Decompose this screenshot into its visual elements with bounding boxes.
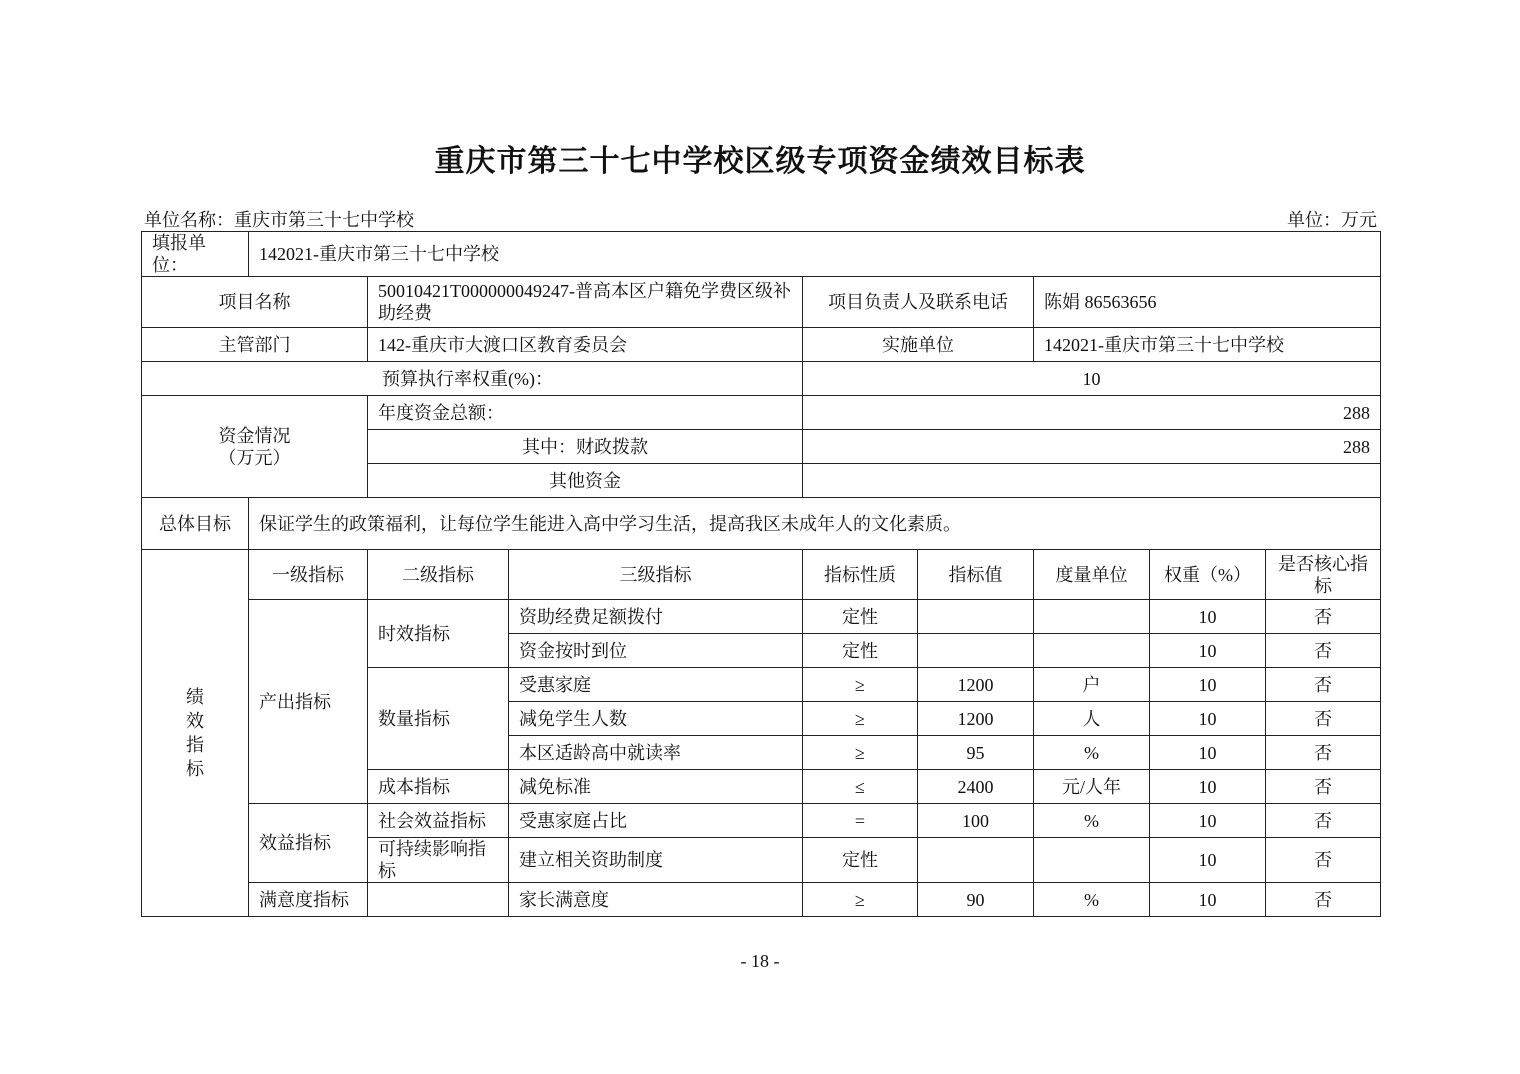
indicator-value: 2400 — [918, 770, 1034, 804]
level1-indicator: 产出指标 — [249, 600, 368, 804]
indicator-value: 95 — [918, 736, 1034, 770]
level2-indicator: 社会效益指标 — [368, 804, 509, 838]
level2-indicator: 数量指标 — [368, 668, 509, 770]
indicator-nature: 定性 — [803, 600, 918, 634]
budget-weight-label: 预算执行率权重(%)： — [142, 362, 803, 396]
indicator-header: 权重（%） — [1150, 550, 1266, 600]
level3-indicator: 受惠家庭 — [509, 668, 803, 702]
project-name-label: 项目名称 — [142, 277, 368, 328]
level2-indicator: 时效指标 — [368, 600, 509, 668]
is-core: 否 — [1266, 770, 1381, 804]
indicators-label — [142, 550, 249, 917]
weight: 10 — [1150, 883, 1266, 917]
weight: 10 — [1150, 702, 1266, 736]
indicator-header: 二级指标 — [368, 550, 509, 600]
indicator-nature: = — [803, 804, 918, 838]
indicator-row — [142, 804, 1381, 838]
indicator-value — [918, 600, 1034, 634]
indicator-nature: 定性 — [803, 838, 918, 883]
level1-indicator: 满意度指标 — [249, 883, 368, 917]
measure-unit: 元/人年 — [1034, 770, 1150, 804]
project-name-value: 50010421T000000049247-普高本区户籍免学费区级补助经费 — [368, 277, 803, 328]
funds-label-text: 资金情况 — [218, 425, 291, 446]
weight: 10 — [1150, 804, 1266, 838]
other-funds-label: 其他资金 — [368, 464, 803, 498]
level3-indicator: 减免标准 — [509, 770, 803, 804]
is-core: 否 — [1266, 883, 1381, 917]
page-number: - 18 - — [740, 951, 780, 971]
level2-indicator: 可持续影响指标 — [368, 838, 509, 883]
measure-unit: % — [1034, 883, 1150, 917]
level2-indicator — [368, 883, 509, 917]
impl-label: 实施单位 — [803, 328, 1034, 362]
other-funds-value — [803, 464, 1381, 498]
budget-weight-value: 10 — [803, 362, 1381, 396]
indicator-row — [142, 883, 1381, 917]
weight: 10 — [1150, 668, 1266, 702]
fiscal-label: 其中：财政拨款 — [368, 430, 803, 464]
report-unit-label: 填报单位： — [142, 232, 249, 277]
weight: 10 — [1150, 600, 1266, 634]
indicator-row — [142, 600, 1381, 634]
indicator-value: 1200 — [918, 702, 1034, 736]
level2-indicator: 成本指标 — [368, 770, 509, 804]
indicator-header: 一级指标 — [249, 550, 368, 600]
dept-value: 142-重庆市大渡口区教育委员会 — [368, 328, 803, 362]
indicator-header: 三级指标 — [509, 550, 803, 600]
indicators-label-text: 绩效指标 — [186, 687, 204, 779]
indicator-nature: ≥ — [803, 668, 918, 702]
indicator-header: 指标性质 — [803, 550, 918, 600]
measure-unit: % — [1034, 804, 1150, 838]
funds-label — [142, 396, 368, 498]
level3-indicator: 本区适龄高中就读率 — [509, 736, 803, 770]
annual-total-value: 288 — [803, 396, 1381, 430]
level1-indicator: 效益指标 — [249, 804, 368, 883]
level3-indicator: 建立相关资助制度 — [509, 838, 803, 883]
indicator-value — [918, 634, 1034, 668]
currency-unit: 单位：万元 — [1287, 210, 1377, 230]
measure-unit — [1034, 838, 1150, 883]
weight: 10 — [1150, 634, 1266, 668]
measure-unit: 人 — [1034, 702, 1150, 736]
level3-indicator: 资助经费足额拨付 — [509, 600, 803, 634]
contact-label: 项目负责人及联系电话 — [803, 277, 1034, 328]
goal-value: 保证学生的政策福利，让每位学生能进入高中学习生活，提高我区未成年人的文化素质。 — [249, 498, 1381, 550]
is-core: 否 — [1266, 668, 1381, 702]
annual-total-label: 年度资金总额： — [368, 396, 803, 430]
performance-table — [141, 231, 1381, 917]
weight: 10 — [1150, 838, 1266, 883]
indicator-value: 100 — [918, 804, 1034, 838]
weight: 10 — [1150, 736, 1266, 770]
is-core: 否 — [1266, 838, 1381, 883]
report-unit-value: 142021-重庆市第三十七中学校 — [249, 232, 1381, 277]
indicator-value — [918, 838, 1034, 883]
indicator-nature: ≥ — [803, 883, 918, 917]
level3-indicator: 资金按时到位 — [509, 634, 803, 668]
dept-label: 主管部门 — [142, 328, 368, 362]
impl-value: 142021-重庆市第三十七中学校 — [1034, 328, 1381, 362]
fiscal-value: 288 — [803, 430, 1381, 464]
level3-indicator: 减免学生人数 — [509, 702, 803, 736]
contact-value: 陈娟 86563656 — [1034, 277, 1381, 328]
indicator-header: 是否核心指标 — [1266, 550, 1381, 600]
is-core: 否 — [1266, 804, 1381, 838]
measure-unit: 户 — [1034, 668, 1150, 702]
unit-name: 单位名称：重庆市第三十七中学校 — [144, 210, 414, 230]
is-core: 否 — [1266, 702, 1381, 736]
indicator-nature: ≥ — [803, 702, 918, 736]
measure-unit: % — [1034, 736, 1150, 770]
indicator-header: 指标值 — [918, 550, 1034, 600]
indicator-nature: 定性 — [803, 634, 918, 668]
indicator-nature: ≤ — [803, 770, 918, 804]
indicator-nature: ≥ — [803, 736, 918, 770]
measure-unit — [1034, 634, 1150, 668]
indicator-header: 度量单位 — [1034, 550, 1150, 600]
weight: 10 — [1150, 770, 1266, 804]
is-core: 否 — [1266, 600, 1381, 634]
level3-indicator: 家长满意度 — [509, 883, 803, 917]
measure-unit — [1034, 600, 1150, 634]
funds-unit-text: （万元） — [218, 447, 291, 468]
level3-indicator: 受惠家庭占比 — [509, 804, 803, 838]
indicator-value: 90 — [918, 883, 1034, 917]
is-core: 否 — [1266, 634, 1381, 668]
document-title: 重庆市第三十七中学校区级专项资金绩效目标表 — [434, 144, 1086, 179]
goal-label: 总体目标 — [142, 498, 249, 550]
indicator-value: 1200 — [918, 668, 1034, 702]
is-core: 否 — [1266, 736, 1381, 770]
